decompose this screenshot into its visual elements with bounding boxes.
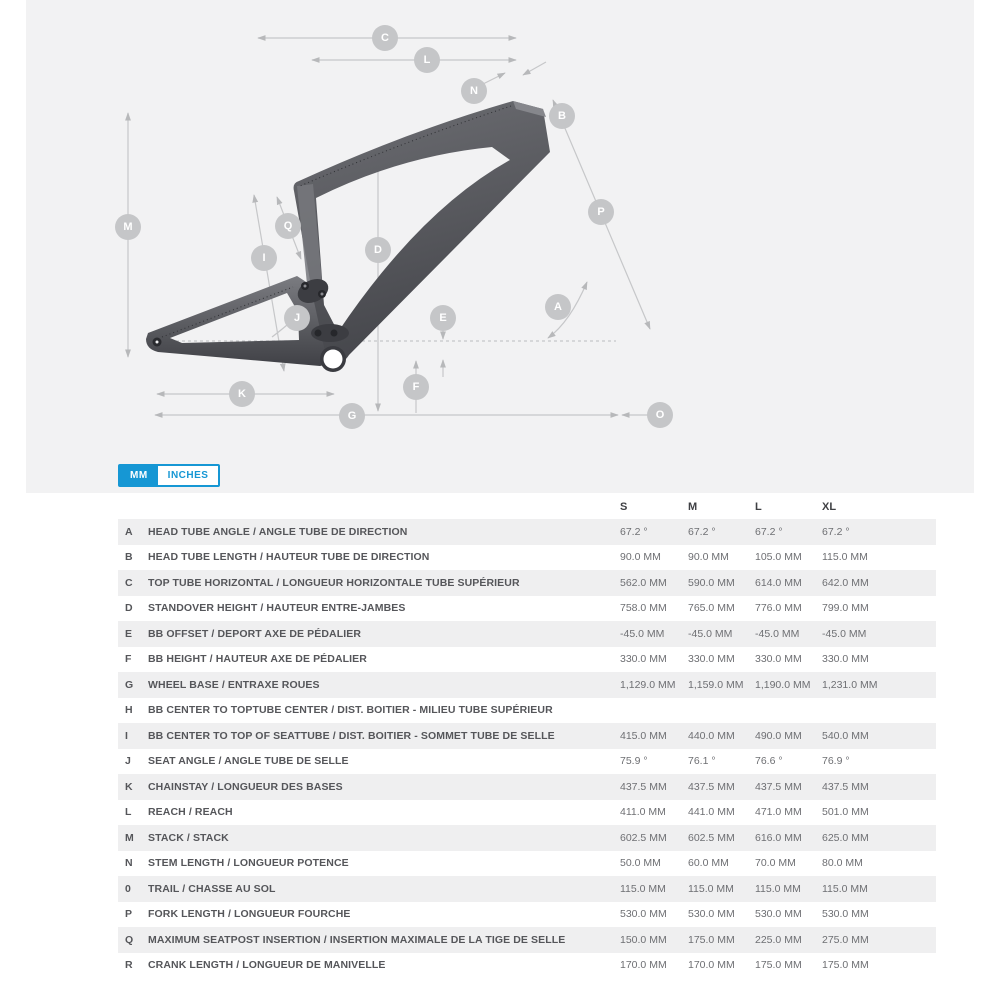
row-label: BB CENTER TO TOP OF SEATTUBE / DIST. BOITIER - SOMMET TUBE DE SELLE xyxy=(148,729,555,742)
row-value: 90.0 MM xyxy=(688,551,729,564)
row-value: 115.0 MM xyxy=(822,882,868,895)
row-value: 1,231.0 MM xyxy=(822,678,878,691)
row-value: 175.0 MM xyxy=(822,959,869,972)
inches-toggle-button[interactable]: INCHES xyxy=(158,466,219,485)
row-value: 115.0 MM xyxy=(755,882,801,895)
row-value: 90.0 MM xyxy=(620,551,661,564)
diagram-label-Q: Q xyxy=(275,213,301,239)
row-value: 330.0 MM xyxy=(755,653,802,666)
diagram-label-J: J xyxy=(284,305,310,331)
row-label: HEAD TUBE LENGTH / HAUTEUR TUBE DE DIRECTION xyxy=(148,551,430,564)
row-letter: M xyxy=(125,831,134,844)
size-column-header: L xyxy=(755,500,762,513)
row-value: 330.0 MM xyxy=(688,653,735,666)
row-label: MAXIMUM SEATPOST INSERTION / INSERTION MAXIMALE DE LA TIGE DE SELLE xyxy=(148,933,566,946)
row-value: 530.0 MM xyxy=(688,908,735,921)
table-row xyxy=(118,570,936,596)
table-row xyxy=(118,749,936,775)
diagram-label-G: G xyxy=(339,403,365,429)
row-value: 437.5 MM xyxy=(822,780,869,793)
row-label: CHAINSTAY / LONGUEUR DES BASES xyxy=(148,780,343,793)
row-value: 540.0 MM xyxy=(822,729,869,742)
row-value: 625.0 MM xyxy=(822,831,869,844)
row-value: 75.9 ° xyxy=(620,755,648,768)
row-label: STEM LENGTH / LONGUEUR POTENCE xyxy=(148,857,349,870)
row-label: STACK / STACK xyxy=(148,831,229,844)
row-letter: N xyxy=(125,857,133,870)
dimension-lines xyxy=(128,38,650,415)
diagram-label-N: N xyxy=(461,78,487,104)
row-value: 642.0 MM xyxy=(822,576,869,589)
size-column-header: S xyxy=(620,500,628,513)
diagram-label-O: O xyxy=(647,402,673,428)
row-letter: I xyxy=(125,729,128,742)
row-value: 758.0 MM xyxy=(620,602,667,615)
row-value: 67.2 ° xyxy=(755,525,783,538)
table-row xyxy=(118,672,936,698)
row-letter: H xyxy=(125,704,133,717)
row-letter: B xyxy=(125,551,133,564)
row-value: 80.0 MM xyxy=(822,857,863,870)
row-value: 76.9 ° xyxy=(822,755,850,768)
row-value: 437.5 MM xyxy=(755,780,802,793)
row-letter: A xyxy=(125,525,133,538)
table-row xyxy=(118,851,936,877)
table-row xyxy=(118,902,936,928)
row-value: 115.0 MM xyxy=(822,551,868,564)
row-value: -45.0 MM xyxy=(688,627,733,640)
table-row xyxy=(118,876,936,902)
row-value: 67.2 ° xyxy=(688,525,716,538)
table-row xyxy=(118,927,936,953)
size-header-row xyxy=(118,494,936,519)
row-value: 440.0 MM xyxy=(688,729,735,742)
size-column-header: XL xyxy=(822,500,837,513)
row-letter: C xyxy=(125,576,133,589)
diagram-label-F: F xyxy=(403,374,429,400)
row-label: FORK LENGTH / LONGUEUR FOURCHE xyxy=(148,908,351,921)
row-label: SEAT ANGLE / ANGLE TUBE DE SELLE xyxy=(148,755,349,768)
row-letter: L xyxy=(125,806,132,819)
row-value: 602.5 MM xyxy=(688,831,735,844)
frame-illustration xyxy=(146,101,550,372)
row-letter: F xyxy=(125,653,132,666)
diagram-label-B: B xyxy=(549,103,575,129)
row-label: CRANK LENGTH / LONGUEUR DE MANIVELLE xyxy=(148,959,386,972)
size-column-header: M xyxy=(688,500,698,513)
diagram-label-M: M xyxy=(115,214,141,240)
row-label: TRAIL / CHASSE AU SOL xyxy=(148,882,276,895)
row-value: 60.0 MM xyxy=(688,857,729,870)
table-row xyxy=(118,596,936,622)
row-label: BB HEIGHT / HAUTEUR AXE DE PÉDALIER xyxy=(148,653,367,666)
row-value: 76.1 ° xyxy=(688,755,716,768)
table-row xyxy=(118,621,936,647)
row-value: 441.0 MM xyxy=(688,806,735,819)
table-row xyxy=(118,825,936,851)
table-row xyxy=(118,698,936,724)
table-row xyxy=(118,545,936,571)
row-value: 530.0 MM xyxy=(822,908,869,921)
row-letter: K xyxy=(125,780,133,793)
row-value: 330.0 MM xyxy=(620,653,667,666)
row-value: -45.0 MM xyxy=(620,627,665,640)
row-value: 105.0 MM xyxy=(755,551,802,564)
table-row xyxy=(118,774,936,800)
mm-toggle-button[interactable]: MM xyxy=(120,466,158,485)
table-row xyxy=(118,723,936,749)
row-letter: Q xyxy=(125,933,134,946)
row-value: 1,190.0 MM xyxy=(755,678,811,691)
diagram-label-E: E xyxy=(430,305,456,331)
row-letter: G xyxy=(125,678,134,691)
table-row xyxy=(118,953,936,979)
row-value: 471.0 MM xyxy=(755,806,802,819)
row-value: 67.2 ° xyxy=(822,525,850,538)
table-row xyxy=(118,647,936,673)
row-value: 415.0 MM xyxy=(620,729,667,742)
row-value: 411.0 MM xyxy=(620,806,666,819)
diagram-label-D: D xyxy=(365,237,391,263)
row-value: 616.0 MM xyxy=(755,831,802,844)
row-value: 170.0 MM xyxy=(620,959,667,972)
row-value: 175.0 MM xyxy=(755,959,802,972)
row-value: -45.0 MM xyxy=(822,627,867,640)
row-letter: J xyxy=(125,755,131,768)
diagram-label-I: I xyxy=(251,245,277,271)
row-label: BB CENTER TO TOPTUBE CENTER / DIST. BOITIER - MILIEU TUBE SUPÉRIEUR xyxy=(148,704,553,717)
row-label: BB OFFSET / DEPORT AXE DE PÉDALIER xyxy=(148,627,362,640)
geometry-table xyxy=(118,494,936,978)
row-letter: D xyxy=(125,602,133,615)
row-value: 225.0 MM xyxy=(755,933,802,946)
row-value: 115.0 MM xyxy=(620,882,666,895)
row-value: 530.0 MM xyxy=(755,908,802,921)
diagram-label-A: A xyxy=(545,294,571,320)
row-value: 170.0 MM xyxy=(688,959,735,972)
row-label: HEAD TUBE ANGLE / ANGLE TUBE DE DIRECTION xyxy=(148,525,408,538)
diagram-label-P: P xyxy=(588,199,614,225)
row-value: 70.0 MM xyxy=(755,857,796,870)
table-row xyxy=(118,519,936,545)
row-value: 150.0 MM xyxy=(620,933,667,946)
row-label: WHEEL BASE / ENTRAXE ROUES xyxy=(148,678,320,691)
row-letter: E xyxy=(125,627,133,640)
row-label: TOP TUBE HORIZONTAL / LONGUEUR HORIZONTALE TUBE SUPÉRIEUR xyxy=(148,576,520,589)
row-label: REACH / REACH xyxy=(148,806,233,819)
row-value: 437.5 MM xyxy=(620,780,667,793)
row-label: STANDOVER HEIGHT / HAUTEUR ENTRE-JAMBES xyxy=(148,602,406,615)
diagram-label-C: C xyxy=(372,25,398,51)
row-value: 330.0 MM xyxy=(822,653,869,666)
diagram-label-K: K xyxy=(229,381,255,407)
row-value: 530.0 MM xyxy=(620,908,667,921)
row-value: 50.0 MM xyxy=(620,857,661,870)
row-value: 175.0 MM xyxy=(688,933,735,946)
row-value: 602.5 MM xyxy=(620,831,667,844)
row-value: 501.0 MM xyxy=(822,806,869,819)
table-rows xyxy=(118,519,936,978)
row-value: 1,159.0 MM xyxy=(688,678,744,691)
row-value: 562.0 MM xyxy=(620,576,667,589)
row-value: 799.0 MM xyxy=(822,602,869,615)
table-row xyxy=(118,800,936,826)
row-value: 590.0 MM xyxy=(688,576,735,589)
diagram-label-L: L xyxy=(414,47,440,73)
row-value: 614.0 MM xyxy=(755,576,802,589)
row-value: 275.0 MM xyxy=(822,933,869,946)
row-value: 776.0 MM xyxy=(755,602,802,615)
row-value: 490.0 MM xyxy=(755,729,802,742)
row-value: 67.2 ° xyxy=(620,525,648,538)
row-letter: 0 xyxy=(125,882,131,895)
row-value: 115.0 MM xyxy=(688,882,734,895)
row-value: 765.0 MM xyxy=(688,602,735,615)
row-value: 437.5 MM xyxy=(688,780,735,793)
row-letter: P xyxy=(125,908,133,921)
row-letter: R xyxy=(125,959,133,972)
unit-toggle xyxy=(118,464,220,487)
row-value: -45.0 MM xyxy=(755,627,800,640)
row-value: 76.6 ° xyxy=(755,755,783,768)
row-value: 1,129.0 MM xyxy=(620,678,676,691)
bike-frame-diagram xyxy=(0,0,1000,493)
